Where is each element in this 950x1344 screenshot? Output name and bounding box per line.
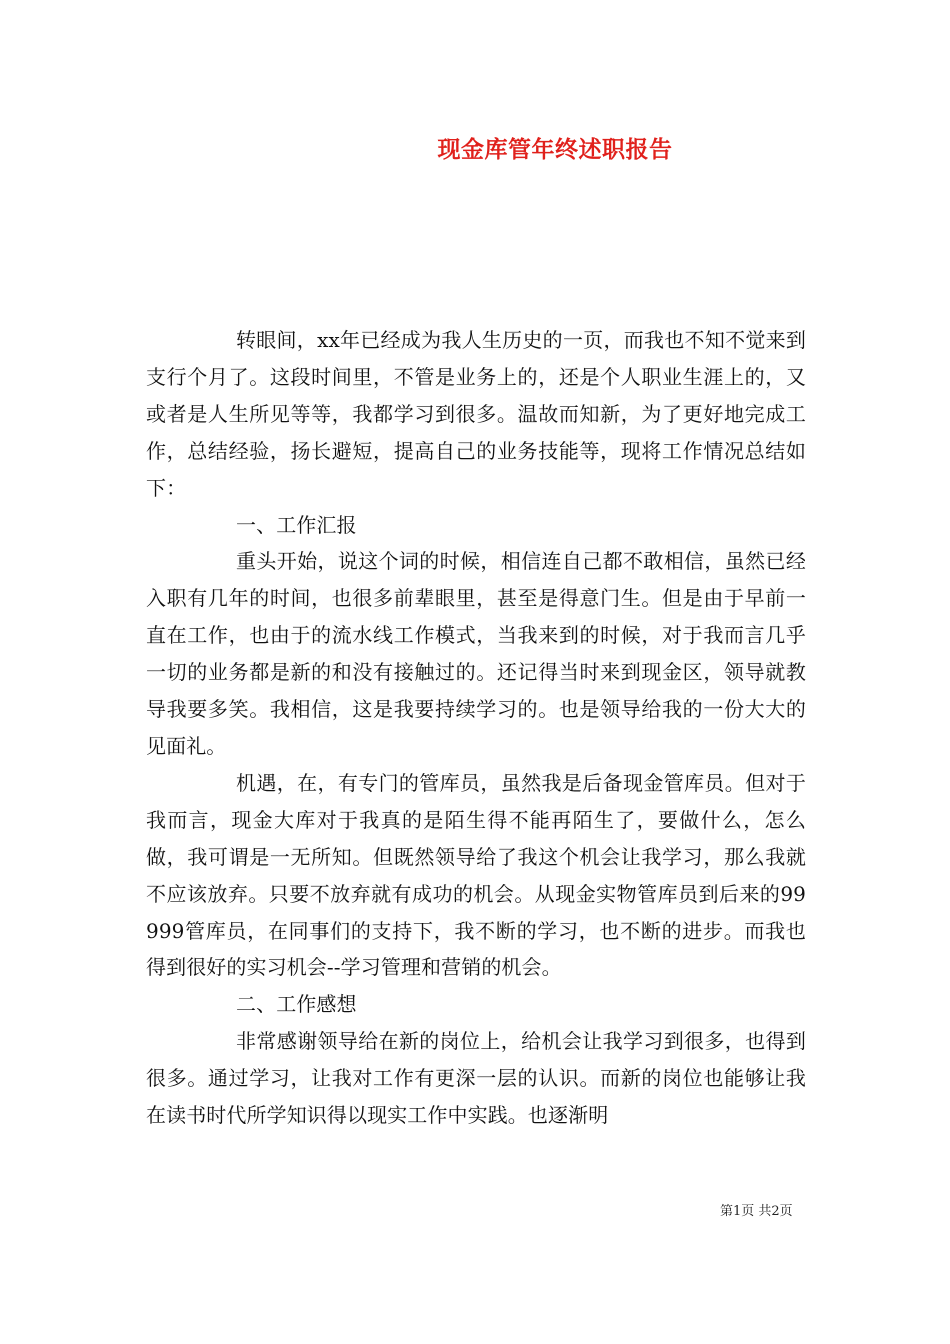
document-body xyxy=(146,322,806,1134)
section-heading-work-reflections: 二、工作感想 xyxy=(236,992,357,1017)
document-title: 现金库管年终述职报告 xyxy=(437,136,673,163)
paragraph-intro: 转眼间，xx年已经成为我人生历史的一页，而我也不知不觉来到支行个月了。这段时间里，不管是业务上的，还是个人职业生涯上的，又或者是人生所见等等，我都学习到很多。温故而知新，为了更好地完成工作，总结经验，扬长避短，提高自己的业务技能等，现将工作情况总结如下： xyxy=(146,328,806,500)
section-heading-work-report: 一、工作汇报 xyxy=(236,512,357,537)
page-number-footer: 第1页 共2页 xyxy=(720,1204,793,1219)
paragraph-opportunity: 机遇，在，有专门的管库员，虽然我是后备现金管库员。但对于我而言，现金大库对于我真的是陌生得不能再陌生了，要做什么，怎么做，我可谓是一无所知。但既然领导给了我这个机会让我学习，那么我就不应该放弃。只要不放弃就有成功的机会。从现金实物管库员到后来的99999管库员，在同事们的支持下，我不断的学习，也不断的进步。而我也得到很好的实习机会--学习管理和营销的机会。 xyxy=(146,770,806,980)
paragraph-restart: 重头开始，说这个词的时候，相信连自己都不敢相信，虽然已经入职有几年的时间，也很多前辈眼里，甚至是得意门生。但是由于早前一直在工作，也由于的流水线工作模式，当我来到的时候，对于我而言几乎一切的业务都是新的和没有接触过的。还记得当时来到现金区，领导就教导我要多笑。我相信，这是我要持续学习的。也是领导给我的一份大大的见面礼。 xyxy=(146,549,806,758)
paragraph-thanks: 非常感谢领导给在新的岗位上，给机会让我学习到很多，也得到很多。通过学习，让我对工作有更深一层的认识。而新的岗位也能够让我在读书时代所学知识得以现实工作中实践。也逐渐明 xyxy=(146,1029,806,1128)
